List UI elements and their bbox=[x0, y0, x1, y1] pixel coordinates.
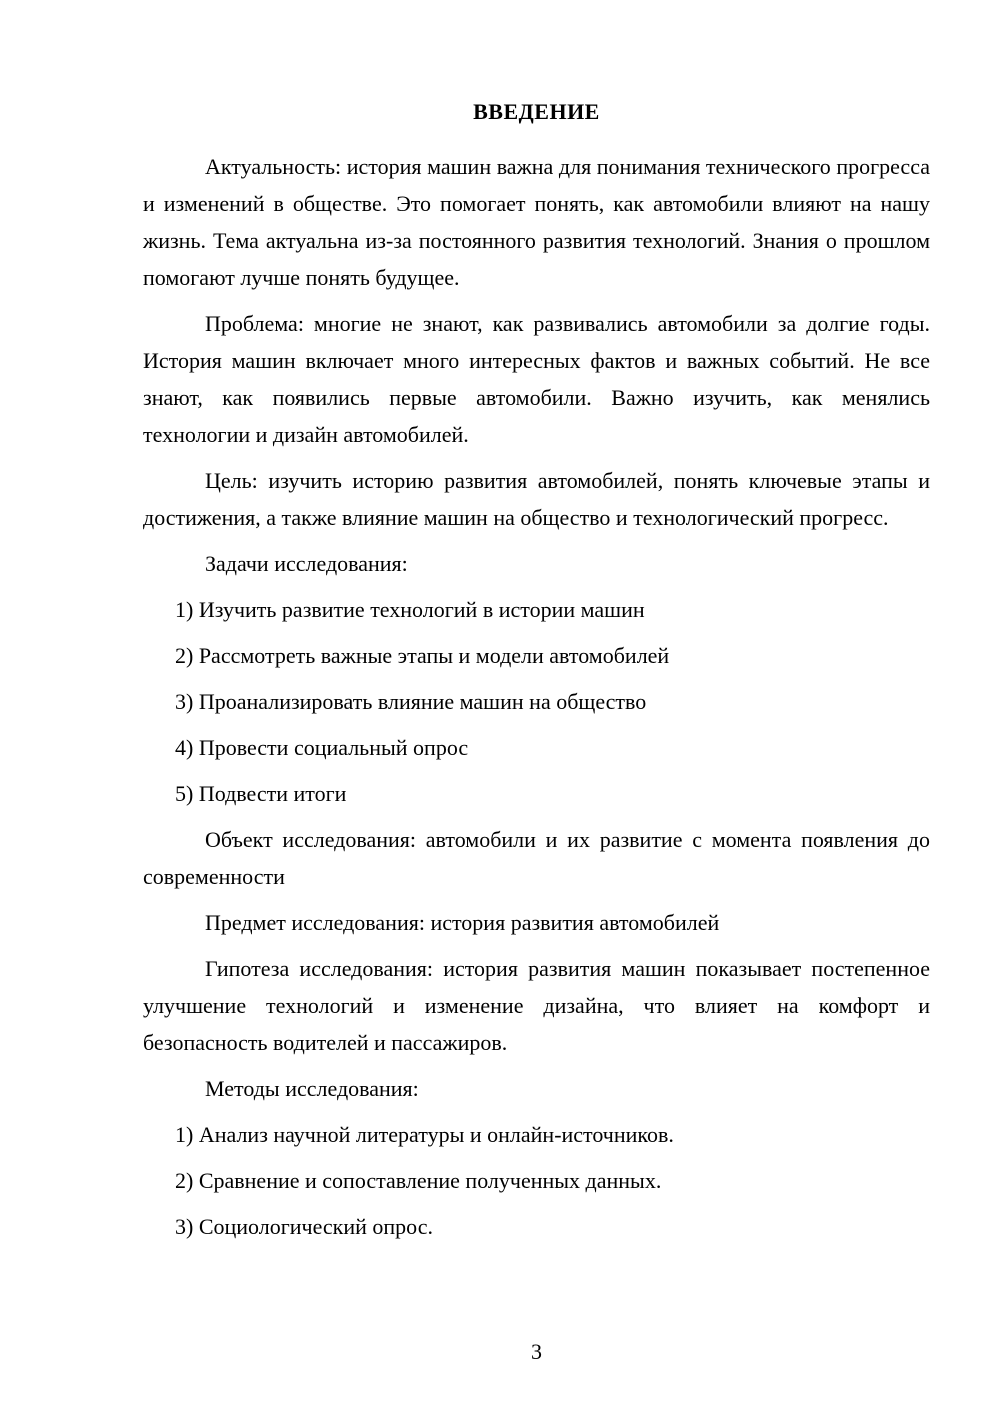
list-item: 1) Изучить развитие технологий в истории машин bbox=[175, 597, 645, 622]
page-number: 3 bbox=[531, 1339, 542, 1364]
list-item: 3) Социологический опрос. bbox=[175, 1214, 433, 1239]
paragraph-gipoteza: Гипотеза исследования: история развития машин показывает постепенное улучшение технологий и изменение дизайна, что влияет на комфорт и безопасность водителей и пассажиров. bbox=[143, 956, 930, 1055]
methods-list bbox=[143, 1116, 930, 1245]
page-title: ВВЕДЕНИЕ bbox=[473, 99, 600, 124]
paragraph-predmet: Предмет исследования: история развития автомобилей bbox=[205, 910, 720, 935]
tasks-list bbox=[143, 591, 930, 812]
list-item: 2) Сравнение и сопоставление полученных данных. bbox=[175, 1168, 662, 1193]
paragraph-tsel: Цель: изучить историю развития автомобилей, понять ключевые этапы и достижения, а также влияние машин на общество и технологический прогресс. bbox=[143, 468, 930, 530]
list-item: 3) Проанализировать влияние машин на общество bbox=[175, 689, 647, 714]
paragraph-obekt: Объект исследования: автомобили и их развитие с момента появления до современности bbox=[143, 827, 930, 889]
list-item: 1) Анализ научной литературы и онлайн-источников. bbox=[175, 1122, 674, 1147]
paragraph-aktualnost: Актуальность: история машин важна для понимания технического прогресса и изменений в обществе. Это помогает понять, как автомобили влияют на нашу жизнь. Тема актуальна из-за постоянного развития технологий. Знания о прошлом помогают лучше понять будущее. bbox=[143, 154, 930, 290]
paragraph-metody-header: Методы исследования: bbox=[205, 1076, 419, 1101]
paragraph-problema: Проблема: многие не знают, как развивались автомобили за долгие годы. История машин включает много интересных фактов и важных событий. Не все знают, как появились первые автомобили. Важно изучить, как менялись технологии и дизайн автомобилей. bbox=[143, 311, 930, 447]
paragraph-zadachi-header: Задачи исследования: bbox=[205, 551, 408, 576]
list-item: 2) Рассмотреть важные этапы и модели автомобилей bbox=[175, 643, 670, 668]
list-item: 5) Подвести итоги bbox=[175, 781, 347, 806]
list-item: 4) Провести социальный опрос bbox=[175, 735, 469, 760]
